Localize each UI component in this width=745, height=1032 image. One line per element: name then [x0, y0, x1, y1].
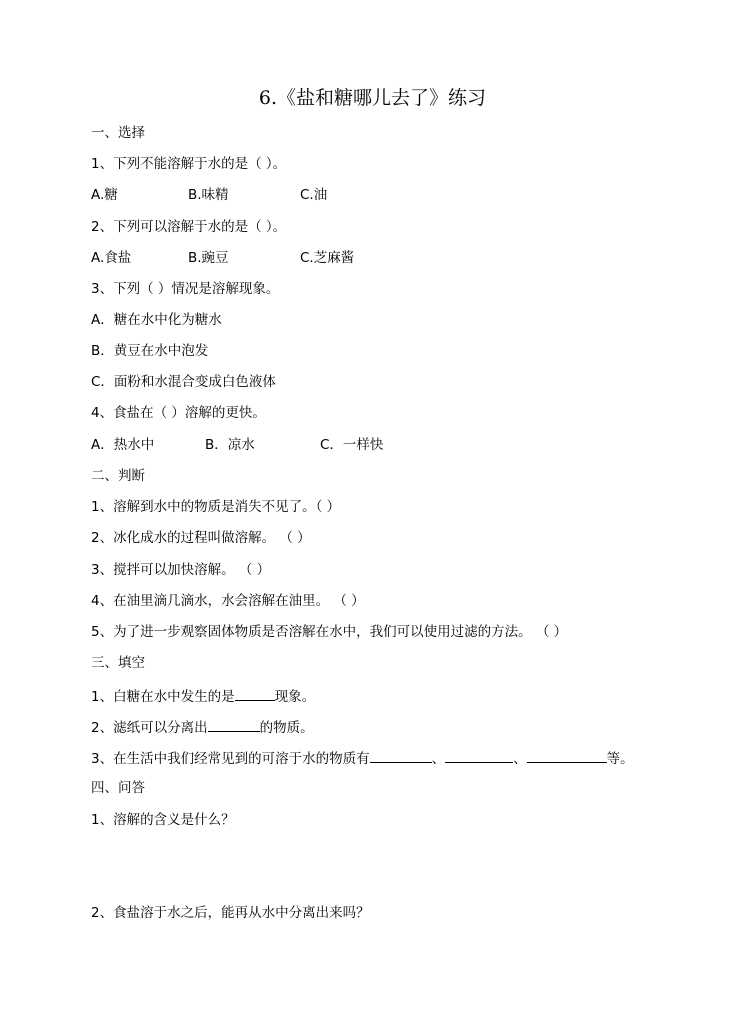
fill-1-blank[interactable] — [235, 686, 275, 701]
question-2: 2、下列可以溶解于水的是（ ）。 — [91, 219, 287, 235]
fill-3-blank-2[interactable] — [445, 748, 513, 763]
question-1: 1、下列不能溶解于水的是（ ）。 — [91, 156, 287, 172]
judge-item-3: 3、搅拌可以加快溶解。 （ ） — [91, 562, 271, 578]
judge-item-5: 5、为了进一步观察固体物质是否溶解在水中，我们可以使用过滤的方法。 （ ） — [91, 624, 568, 640]
fill-3-sep-1: 、 — [431, 751, 446, 767]
judge-item-1: 1、溶解到水中的物质是消失不见了。（ ） — [91, 499, 341, 515]
fill-2-before: 2、滤纸可以分离出 — [91, 720, 208, 736]
qa-question-1: 1、溶解的含义是什么？ — [91, 812, 235, 828]
option-2b: B.豌豆 — [188, 250, 229, 266]
option-4c: C．一样快 — [320, 437, 384, 453]
page-title: 6.《盐和糖哪儿去了》练习 — [258, 87, 487, 109]
fill-question-1 — [91, 686, 315, 706]
option-3a: A．糖在水中化为糖水 — [91, 312, 222, 328]
option-1b: B.味精 — [188, 187, 229, 203]
option-2a: A.食盐 — [91, 250, 132, 266]
fill-1-after: 现象。 — [274, 689, 316, 705]
fill-1-before: 1、白糖在水中发生的是 — [91, 689, 235, 705]
section-heading-qa: 四、问答 — [91, 780, 145, 796]
fill-question-2 — [91, 717, 314, 737]
option-3b: B．黄豆在水中泡发 — [91, 343, 209, 359]
fill-question-3 — [91, 748, 634, 768]
option-4a: A．热水中 — [91, 437, 155, 453]
section-heading-judge: 二、判断 — [91, 468, 145, 484]
fill-2-after: 的物质。 — [259, 720, 314, 736]
question-3: 3、下列（ ）情况是溶解现象。 — [91, 281, 280, 297]
option-1c: C.油 — [300, 187, 328, 203]
fill-3-before: 3、在生活中我们经常见到的可溶于水的物质有 — [91, 751, 370, 767]
judge-item-4: 4、在油里滴几滴水，水会溶解在油里。 （ ） — [91, 593, 365, 609]
section-heading-choice: 一、选择 — [91, 125, 145, 141]
option-1a: A.糖 — [91, 187, 118, 203]
question-4: 4、食盐在（ ）溶解的更快。 — [91, 405, 266, 421]
qa-question-2: 2、食盐溶于水之后，能再从水中分离出来吗？ — [91, 905, 370, 921]
option-4b: B．凉水 — [205, 437, 255, 453]
fill-2-blank[interactable] — [208, 717, 260, 732]
option-3c: C．面粉和水混合变成白色液体 — [91, 374, 276, 390]
option-2c: C.芝麻酱 — [300, 250, 355, 266]
judge-item-2: 2、冰化成水的过程叫做溶解。 （ ） — [91, 530, 311, 546]
fill-3-sep-2: 、 — [513, 751, 527, 767]
fill-3-blank-3[interactable] — [527, 748, 607, 763]
section-heading-fill: 三、填空 — [91, 655, 145, 671]
fill-3-after: 等。 — [606, 751, 634, 767]
fill-3-blank-1[interactable] — [370, 748, 432, 763]
